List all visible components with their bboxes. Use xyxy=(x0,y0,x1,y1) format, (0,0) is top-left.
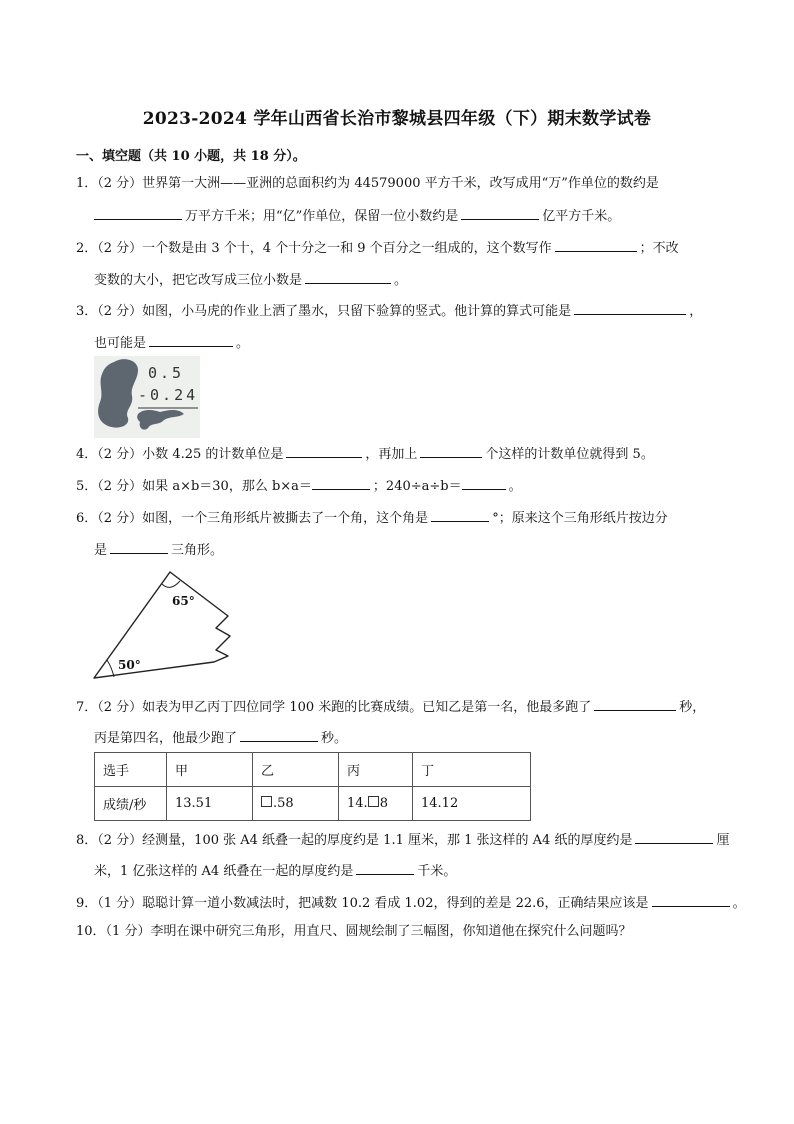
angle-label-top: 65° xyxy=(172,594,195,608)
table-cell: 选手 xyxy=(95,753,167,787)
angle-arc-left xyxy=(107,660,114,677)
question-3-line-1: 3．（2 分）如图，小马虎的作业上洒了墨水，只留下验算的竖式。他计算的算式可能是 ， xyxy=(76,301,702,322)
table-row xyxy=(95,787,531,821)
answer-blank[interactable] xyxy=(574,301,686,315)
question-7-line-2: 丙是第四名，他最少跑了 秒。 xyxy=(94,728,347,749)
answer-blank[interactable] xyxy=(461,206,539,220)
torn-triangle-drawing xyxy=(90,566,240,682)
question-2-line-1: 2．（2 分）一个数是由 3 个十，4 个十分之一和 9 个百分之一组成的，这个数写作 ；不改 xyxy=(76,238,679,259)
question-1-line-1: 1．（2 分）世界第一大洲——亚洲的总面积约为 44579000 平方千米，改写成用“万”作单位的数约是 xyxy=(76,176,659,191)
answer-blank[interactable] xyxy=(635,830,713,844)
torn-triangle-figure xyxy=(90,566,240,682)
calc-bottom-number: -0.24 xyxy=(138,386,199,404)
table-cell: 14. 8 xyxy=(339,787,413,821)
table-cell: 14.12 xyxy=(413,787,531,821)
section-heading: 一、填空题（共 10 小题，共 18 分）。 xyxy=(76,149,306,164)
question-8-line-2: 米，1 亿张这样的 A4 纸叠在一起的厚度约是 千米。 xyxy=(94,861,456,882)
answer-blank[interactable] xyxy=(594,697,676,711)
answer-blank[interactable] xyxy=(356,861,414,875)
question-6-line-2: 是 三角形。 xyxy=(94,540,223,561)
table-cell: 丁 xyxy=(413,753,531,787)
answer-blank[interactable] xyxy=(305,270,391,284)
calc-top-number: 0.5 xyxy=(148,364,185,382)
answer-blank[interactable] xyxy=(555,238,637,252)
ink-splash xyxy=(137,410,184,430)
answer-blank[interactable] xyxy=(94,206,182,220)
race-results-table xyxy=(94,752,531,821)
ink-stain-figure xyxy=(94,356,200,438)
answer-blank[interactable] xyxy=(240,728,318,742)
table-cell: .58 xyxy=(253,787,339,821)
table-header-row xyxy=(95,753,531,787)
question-2-line-2: 变数的大小，把它改写成三位小数是 。 xyxy=(94,270,407,291)
question-number: 1． xyxy=(76,176,98,191)
answer-blank[interactable] xyxy=(652,893,730,907)
ink-blob xyxy=(98,359,138,427)
hidden-digit-box xyxy=(261,796,272,807)
angle-label-left: 50° xyxy=(118,658,141,672)
table-cell: 成绩/秒 xyxy=(95,787,167,821)
table-cell: 13.51 xyxy=(167,787,253,821)
answer-blank[interactable] xyxy=(312,476,370,490)
triangle-outline xyxy=(94,572,230,678)
question-8-line-1: 8．（2 分）经测量，100 张 A4 纸叠一起的厚度约是 1.1 厘米，那 1 张这样的 A4 纸的厚度约是 厘 xyxy=(76,830,729,851)
hidden-digit-box xyxy=(368,796,379,807)
answer-blank[interactable] xyxy=(286,444,362,458)
answer-blank[interactable] xyxy=(431,508,489,522)
question-10: 10．（1 分）李明在课中研究三角形，用直尺、圆规绘制了三幅图，你知道他在探究什么问题吗？ xyxy=(76,924,632,939)
answer-blank[interactable] xyxy=(462,476,506,490)
question-5: 5．（2 分）如果 a×b＝30，那么 b×a＝ ；240÷a÷b＝ 。 xyxy=(76,476,522,497)
angle-arc-top xyxy=(162,581,180,587)
question-9: 9．（1 分）聪聪计算一道小数减法时，把减数 10.2 看成 1.02，得到的差是 22.6，正确结果应该是 。 xyxy=(76,893,746,914)
question-4: 4．（2 分）小数 4.25 的计数单位是 ，再加上 个这样的计数单位就得到 5。 xyxy=(76,444,654,465)
question-6-line-1: 6．（2 分）如图，一个三角形纸片被撕去了一个角，这个角是 °；原来这个三角形纸片按边分 xyxy=(76,508,668,529)
page-title: 2023-2024 学年山西省长治市黎城县四年级（下）期末数学试卷 xyxy=(142,109,652,129)
table-cell: 丙 xyxy=(339,753,413,787)
question-7-line-1: 7．（2 分）如表为甲乙丙丁四位同学 100 米跑的比赛成绩。已知乙是第一名，他最多跑了 秒， xyxy=(76,697,705,718)
table-cell: 乙 xyxy=(253,753,339,787)
table-cell: 甲 xyxy=(167,753,253,787)
question-3-line-2: 也可能是 。 xyxy=(94,333,249,354)
answer-blank[interactable] xyxy=(420,444,482,458)
answer-blank[interactable] xyxy=(149,333,233,347)
answer-blank[interactable] xyxy=(110,540,168,554)
question-1-line-2: 万平方千米；用“亿”作单位，保留一位小数约是 亿平方千米。 xyxy=(94,206,620,227)
